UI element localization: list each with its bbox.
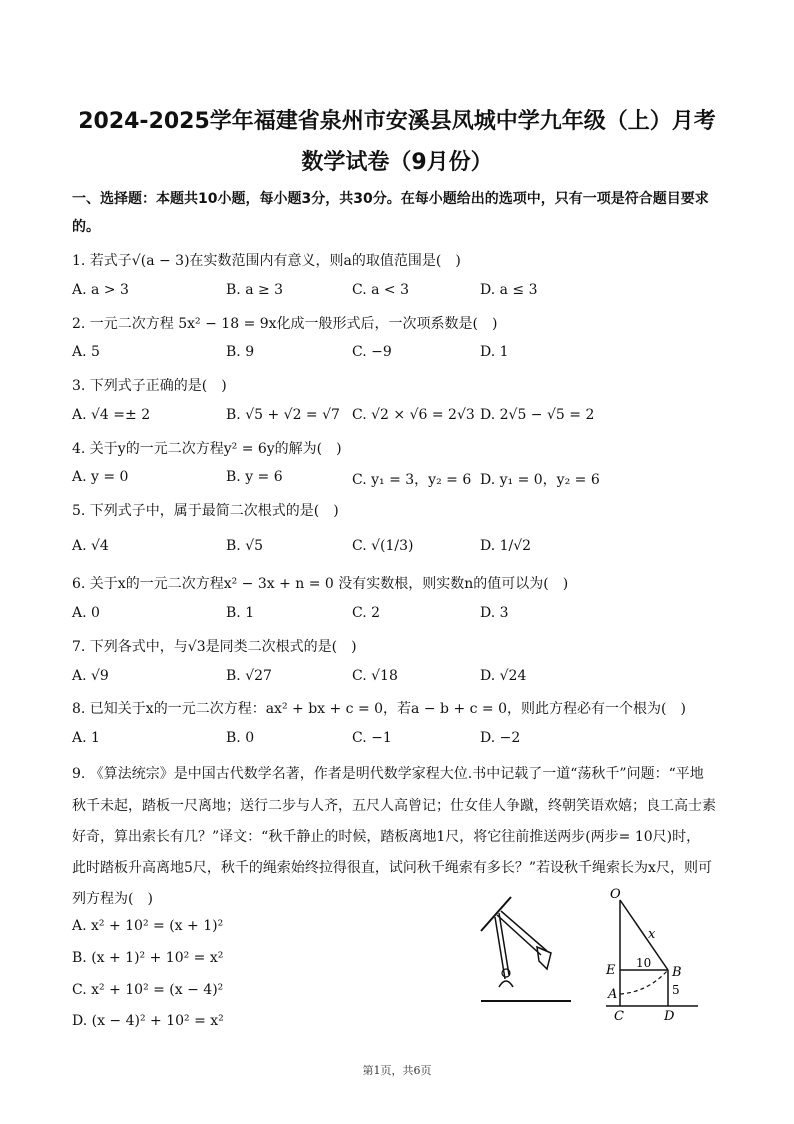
label-a: A	[608, 987, 618, 1002]
exam-title-line1: 2024-2025学年福建省泉州市安溪县凤城中学九年级（上）月考	[78, 109, 716, 134]
q4-option-a: A. y = 0	[72, 469, 129, 485]
question-3-stem: 3. 下列式子正确的是( )	[72, 378, 227, 394]
question-9-line3: 好奇，算出索长有几？”译文：“秋千静止的时候，踏板离地1尺，将它往前推送两步(两步= 10尺)时，	[72, 829, 701, 845]
question-8-stem: 8. 已知关于x的一元二次方程：ax² + bx + c = 0，若a − b + c = 0，则此方程必有一个根为( )	[72, 701, 686, 717]
q3-option-b: B. √5 + √2 = √7	[226, 407, 340, 423]
label-10: 10	[636, 956, 652, 970]
question-5-stem: 5. 下列式子中，属于最简二次根式的是( )	[72, 503, 339, 519]
swing-illustration	[475, 895, 585, 1010]
label-x: x	[648, 927, 656, 942]
q4-option-d: D. y₁ = 0，y₂ = 6	[480, 472, 600, 488]
q6-option-b: B. 1	[226, 605, 255, 621]
question-9-line5: 列方程为( )	[72, 891, 153, 907]
q5-option-b: B. √5	[226, 538, 264, 554]
q9-option-c: C. x² + 10² = (x − 4)²	[72, 982, 224, 998]
label-5: 5	[672, 983, 680, 997]
page-footer: 第1页，共6页	[362, 1064, 432, 1077]
q9-option-b: B. (x + 1)² + 10² = x²	[72, 950, 224, 966]
q4-option-c: C. y₁ = 3，y₂ = 6	[352, 472, 472, 488]
q1-option-a: A. a > 3	[72, 282, 129, 298]
q7-option-d: D. √24	[480, 668, 527, 684]
question-1-stem: 1. 若式子√(a − 3)在实数范围内有意义，则a的取值范围是( )	[72, 253, 461, 269]
q2-option-c: C. −9	[352, 344, 392, 360]
q2-option-b: B. 9	[226, 344, 255, 360]
question-2-stem: 2. 一元二次方程 5x² − 18 = 9x化成一般形式后，一次项系数是( )	[72, 316, 498, 332]
q3-option-a: A. √4 =± 2	[72, 407, 151, 423]
q1-option-b: B. a ≥ 3	[226, 282, 284, 298]
section-heading: 一、选择题：本题共10小题，每小题3分，共30分。在每小题给出的选项中，只有一项是符合题目要求	[72, 191, 709, 207]
question-4-stem: 4. 关于y的一元二次方程y² = 6y的解为( )	[72, 441, 342, 457]
label-b: B	[672, 965, 682, 980]
q7-option-b: B. √27	[226, 668, 272, 684]
q8-option-b: B. 0	[226, 730, 255, 746]
q5-option-a: A. √4	[72, 538, 109, 554]
q5-option-c: C. √(1/3)	[352, 538, 414, 554]
geometry-diagram	[598, 888, 708, 1023]
q8-option-d: D. −2	[480, 730, 521, 746]
label-o: O	[610, 888, 621, 902]
q6-option-c: C. 2	[352, 605, 381, 621]
exam-title-line2: 数学试卷（9月份）	[301, 150, 493, 175]
q1-option-d: D. a ≤ 3	[480, 282, 538, 298]
q5-option-d: D. 1/√2	[480, 538, 532, 554]
q3-option-c: C. √2 × √6 = 2√3	[352, 407, 475, 423]
q2-option-a: A. 5	[72, 344, 100, 360]
question-6-stem: 6. 关于x的一元二次方程x² − 3x + n = 0 没有实数根，则实数n的值可以为( )	[72, 576, 569, 592]
q2-option-d: D. 1	[480, 344, 509, 360]
question-9-line2: 秋千未起，踏板一尺离地；送行二步与人齐，五尺人高曾记；仕女佳人争蹴，终朝笑语欢嬉；良工高士素	[72, 798, 716, 814]
q8-option-c: C. −1	[352, 730, 392, 746]
q7-option-c: C. √18	[352, 668, 398, 684]
label-c: C	[614, 1009, 624, 1023]
question-9-line4: 此时踏板升高离地5尺，秋千的绳索始终拉得很直，试问秋千绳索有多长？”若设秋千绳索长为x尺，则可	[72, 860, 712, 876]
q9-option-a: A. x² + 10² = (x + 1)²	[72, 918, 224, 934]
q3-option-d: D. 2√5 − √5 = 2	[480, 407, 595, 423]
q8-option-a: A. 1	[72, 730, 100, 746]
question-9-line1: 9. 《算法统宗》是中国古代数学名著，作者是明代数学家程大位.书中记载了一道“荡秋千”问题：“平地	[72, 766, 704, 782]
q1-option-c: C. a < 3	[352, 282, 409, 298]
q7-option-a: A. √9	[72, 668, 109, 684]
question-7-stem: 7. 下列各式中，与√3是同类二次根式的是( )	[72, 639, 357, 655]
q9-option-d: D. (x − 4)² + 10² = x²	[72, 1013, 224, 1029]
label-e: E	[606, 963, 616, 978]
q6-option-a: A. 0	[72, 605, 100, 621]
q6-option-d: D. 3	[480, 605, 509, 621]
label-d: D	[664, 1009, 675, 1023]
q4-option-b: B. y = 6	[226, 469, 283, 485]
section-heading-cont: 的。	[72, 219, 100, 235]
